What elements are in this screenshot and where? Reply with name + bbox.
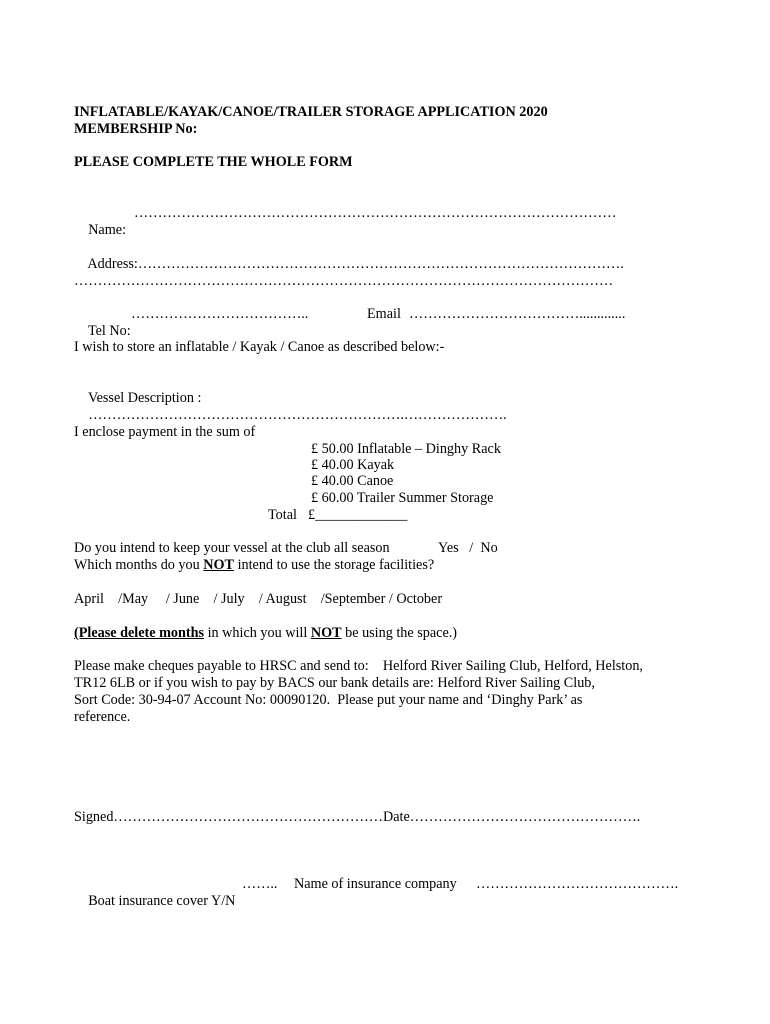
payment-intro: I enclose payment in the sum of [74,424,256,440]
fee-item-canoe: £ 40.00 Canoe [311,473,394,489]
signature-field[interactable]: ………………………………………………… [113,809,383,825]
form-title: INFLATABLE/KAYAK/CANOE/TRAILER STORAGE APPLICATION 2020 [74,104,548,120]
delete-months-mid: in which you will [204,625,311,641]
payment-instructions-line-1: Please make cheques payable to HRSC and send to: Helford River Sailing Club, Helford, Helston, [74,658,643,674]
insurance-row [74,876,679,978]
months-question-not: NOT [203,557,235,573]
vessel-description-label: Vessel Description : [87,390,202,406]
insurance-field[interactable]: …….. [242,876,278,892]
payment-instructions-line-2: TR12 6LB or if you wish to pay by BACS our bank details are: Helford River Sailing Club, [74,675,595,691]
delete-months-not: NOT [310,625,342,641]
vessel-description-field[interactable]: ………………………………………………………….…………………. [88,407,507,423]
fee-item-inflatable: £ 50.00 Inflatable – Dinghy Rack [311,441,501,457]
total-field[interactable]: £_____________ [308,507,408,523]
months-question-end: intend to use the storage facilities? [234,557,435,573]
signature-row [74,809,640,826]
months-question-start: Which months do you [74,557,204,573]
insurance-label: Boat insurance cover Y/N [88,893,236,909]
fee-item-trailer: £ 60.00 Trailer Summer Storage [311,490,494,506]
email-label: Email [367,306,401,322]
storage-statement: I wish to store an inflatable / Kayak / Canoe as described below:- [74,339,445,355]
tel-field[interactable]: ……………………………….. [131,306,309,322]
address-label: Address: [87,256,138,272]
signed-label: Signed [74,809,114,825]
payment-instructions-line-4: reference. [74,709,131,725]
delete-months-bold: (Please delete months [74,625,205,641]
fee-item-kayak: £ 40.00 Kayak [311,457,395,473]
season-question: Do you intend to keep your vessel at the club all season [74,540,390,556]
total-label: Total [268,507,297,523]
payment-instructions-line-3: Sort Code: 30-94-07 Account No: 00090120. Please put your name and ‘Dinghy Park’ as [74,692,583,708]
tel-label: Tel No: [87,323,131,339]
months-question [74,557,434,574]
date-label: Date [382,809,410,825]
delete-months-note [74,625,457,642]
name-label: Name: [88,222,127,238]
address-field[interactable]: …………………………………………………………………………………………. [137,256,624,272]
form-instruction: PLEASE COMPLETE THE WHOLE FORM [74,154,353,170]
yes-no-choice[interactable]: Yes / No [438,540,498,556]
name-field[interactable]: ………………………………………………………………………………………… [134,205,617,221]
address-line-2-field[interactable]: …………………………………………………………………………………………………… [74,273,614,289]
membership-number-label: MEMBERSHIP No: [74,121,198,137]
email-field[interactable]: ………………………………............. [409,306,626,322]
insurance-company-field[interactable]: ……………………………………. [476,876,679,892]
insurance-company-label: Name of insurance company [294,876,457,892]
months-list[interactable]: April /May / June / July / August /September / October [74,591,443,607]
date-field[interactable]: …………………………………………. [409,809,641,825]
delete-months-end: be using the space.) [341,625,458,641]
